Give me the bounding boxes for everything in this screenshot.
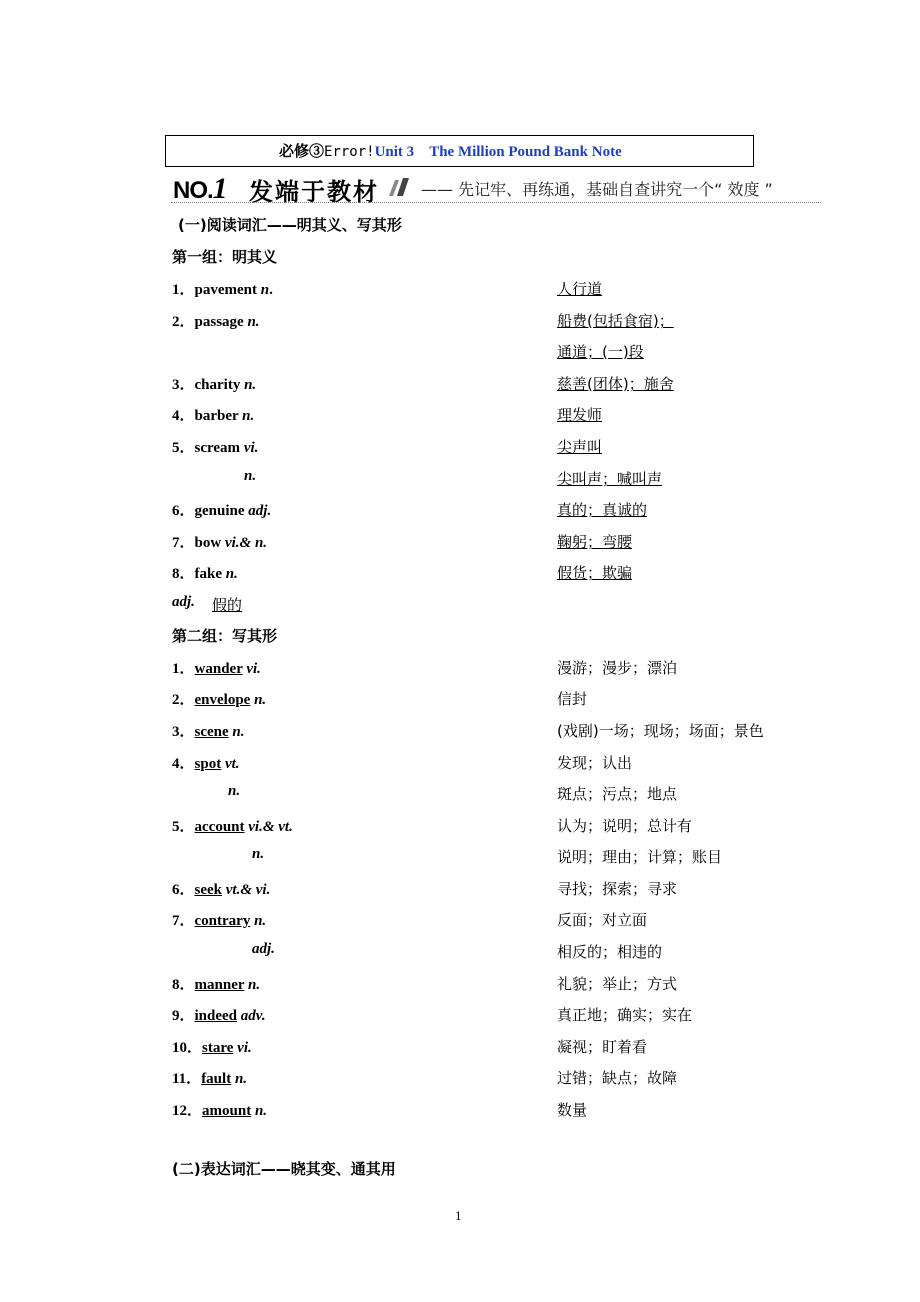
slash-decoration-icon bbox=[387, 176, 409, 196]
meaning: 反面；对立面 bbox=[557, 911, 648, 929]
title-prefix: 必修③ bbox=[279, 144, 325, 160]
banner-title: 发端于教材 bbox=[249, 178, 379, 206]
list-item: 7．bow vi.& n. bbox=[172, 535, 268, 551]
list-item: 4．barber n. bbox=[172, 408, 255, 424]
section2-heading: (二)表达词汇——晓其变、通其用 bbox=[172, 1160, 396, 1178]
meaning: 相反的；相违的 bbox=[557, 943, 663, 961]
meaning: 数量 bbox=[557, 1101, 588, 1119]
meaning: 慈善(团体)；施舍 bbox=[557, 375, 674, 393]
meaning: (戏剧)一场；现场；场面；景色 bbox=[557, 722, 764, 740]
list-item: 12．amount n. bbox=[172, 1103, 268, 1119]
banner-number bbox=[173, 172, 227, 206]
list-item: 4．spot vt. bbox=[172, 756, 240, 772]
meaning: 假货；欺骗 bbox=[557, 564, 633, 582]
meaning: 凝视；盯着看 bbox=[557, 1038, 648, 1056]
meaning: 认为；说明；总计有 bbox=[557, 817, 693, 835]
section-banner bbox=[171, 170, 821, 206]
meaning: 发现；认出 bbox=[557, 754, 633, 772]
list-item: 3．scene n. bbox=[172, 724, 245, 740]
meaning: 通道；(一)段 bbox=[557, 343, 644, 361]
title-unit: Unit 3 bbox=[374, 144, 415, 160]
meaning: 船费(包括食宿)； bbox=[557, 312, 674, 330]
list-item: 6．seek vt.& vi. bbox=[172, 882, 271, 898]
list-item: 11．fault n. bbox=[172, 1071, 248, 1087]
list-item: 8．fake n. bbox=[172, 566, 238, 582]
list-item: 1．pavement n. bbox=[172, 282, 273, 298]
list-item: 3．charity n. bbox=[172, 377, 257, 393]
title-error-text: Error! bbox=[324, 144, 375, 160]
banner-divider bbox=[171, 202, 821, 203]
meaning: 理发师 bbox=[557, 406, 603, 424]
banner-no-label: NO. bbox=[173, 177, 213, 204]
meaning: 人行道 bbox=[557, 280, 603, 298]
section1-heading: (一)阅读词汇——明其义、写其形 bbox=[178, 216, 402, 234]
document-title bbox=[279, 140, 622, 161]
meaning: 斑点；污点；地点 bbox=[557, 785, 678, 803]
list-item: 2．passage n. bbox=[172, 314, 260, 330]
list-item: 7．contrary n. bbox=[172, 913, 267, 929]
list-item: 10．stare vi. bbox=[172, 1040, 252, 1056]
list-item: 6．genuine adj. bbox=[172, 503, 272, 519]
title-lesson: The Million Pound Bank Note bbox=[429, 144, 622, 160]
meaning: 鞠躬；弯腰 bbox=[557, 533, 633, 551]
page-number: 1 bbox=[455, 1208, 462, 1223]
list-item: n. bbox=[252, 846, 265, 862]
list-item: adj. bbox=[172, 594, 195, 610]
list-item: 9．indeed adv. bbox=[172, 1008, 266, 1024]
meaning: 漫游；漫步；漂泊 bbox=[557, 659, 678, 677]
banner-subtitle: —— 先记牢、再练通，基础自查讲究一个“ 效度 ” bbox=[421, 180, 773, 199]
list-item: 2．envelope n. bbox=[172, 692, 267, 708]
list-item: adj. bbox=[252, 941, 275, 957]
list-item: n. bbox=[228, 783, 241, 799]
meaning: 信封 bbox=[557, 690, 588, 708]
list-item: 5．account vi.& vt. bbox=[172, 819, 293, 835]
banner-no-number: 1 bbox=[212, 172, 227, 205]
list-item: n. bbox=[244, 468, 257, 484]
list-item: 1．wander vi. bbox=[172, 661, 261, 677]
meaning: 尖叫声；喊叫声 bbox=[557, 470, 663, 488]
meaning: 尖声叫 bbox=[557, 438, 603, 456]
meaning: 说明；理由；计算；账目 bbox=[557, 848, 723, 866]
group1-heading: 第一组：明其义 bbox=[172, 248, 278, 266]
meaning: 寻找；探索；寻求 bbox=[557, 880, 678, 898]
meaning: 假的 bbox=[212, 596, 243, 614]
meaning: 过错；缺点；故障 bbox=[557, 1069, 678, 1087]
list-item: 5．scream vi. bbox=[172, 440, 259, 456]
title-box bbox=[165, 135, 754, 167]
meaning: 真正地；确实；实在 bbox=[557, 1006, 693, 1024]
group2-heading: 第二组：写其形 bbox=[172, 627, 278, 645]
list-item: 8．manner n. bbox=[172, 977, 261, 993]
meaning: 真的；真诚的 bbox=[557, 501, 648, 519]
meaning: 礼貌；举止；方式 bbox=[557, 975, 678, 993]
